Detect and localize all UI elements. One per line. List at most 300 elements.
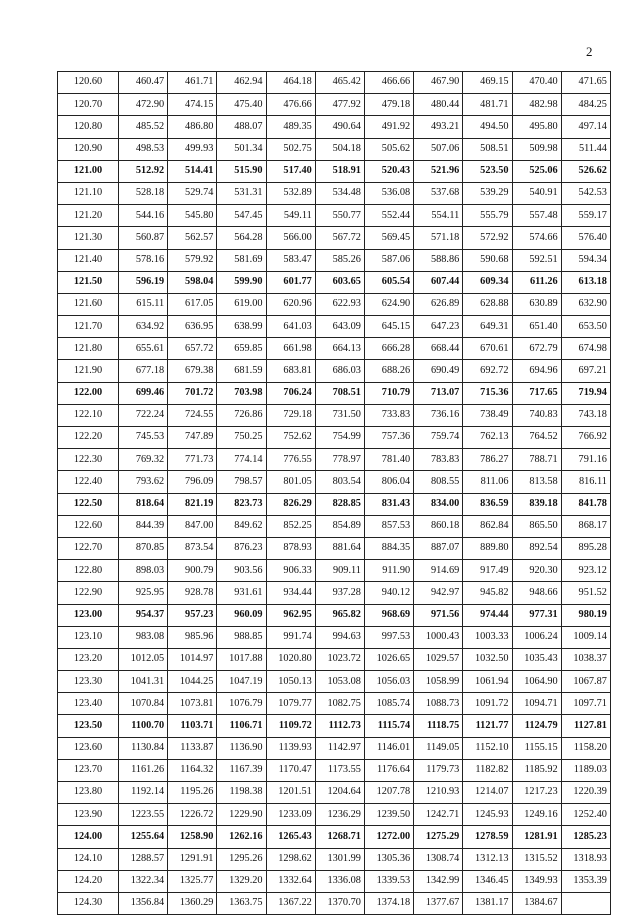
value-cell: 1017.88 [217, 648, 266, 670]
value-cell: 816.11 [561, 471, 610, 493]
row-key-cell: 121.60 [58, 293, 119, 315]
value-cell: 909.11 [315, 560, 364, 582]
value-cell: 1325.77 [168, 870, 217, 892]
value-cell: 948.66 [512, 582, 561, 604]
value-cell: 518.91 [315, 160, 364, 182]
table-row [58, 515, 611, 537]
value-cell: 841.78 [561, 493, 610, 515]
value-cell: 726.86 [217, 404, 266, 426]
value-cell: 1308.74 [414, 848, 463, 870]
value-cell: 1047.19 [217, 671, 266, 693]
value-cell: 898.03 [119, 560, 168, 582]
value-cell: 461.71 [168, 72, 217, 94]
value-cell: 1012.05 [119, 648, 168, 670]
value-cell: 783.83 [414, 449, 463, 471]
table-row [58, 249, 611, 271]
value-cell: 636.95 [168, 316, 217, 338]
value-cell: 661.98 [266, 338, 315, 360]
value-cell: 1149.05 [414, 737, 463, 759]
value-cell: 1124.79 [512, 715, 561, 737]
value-cell: 464.18 [266, 72, 315, 94]
value-cell: 1233.09 [266, 804, 315, 826]
row-key-cell: 122.70 [58, 537, 119, 559]
value-cell: 512.92 [119, 160, 168, 182]
value-cell: 1318.93 [561, 848, 610, 870]
row-key-cell: 121.80 [58, 338, 119, 360]
value-cell: 634.92 [119, 316, 168, 338]
table-row [58, 870, 611, 892]
row-key-cell: 124.30 [58, 892, 119, 914]
value-cell: 571.18 [414, 227, 463, 249]
row-key-cell: 123.50 [58, 715, 119, 737]
page-number: 2 [586, 44, 593, 59]
value-cell: 1312.13 [463, 848, 512, 870]
value-cell: 719.94 [561, 382, 610, 404]
value-cell: 462.94 [217, 72, 266, 94]
value-cell: 576.40 [561, 227, 610, 249]
value-cell: 934.44 [266, 582, 315, 604]
value-cell: 1167.39 [217, 759, 266, 781]
value-cell: 628.88 [463, 293, 512, 315]
value-cell: 708.51 [315, 382, 364, 404]
value-cell: 954.37 [119, 604, 168, 626]
value-cell: 1106.71 [217, 715, 266, 737]
value-cell: 590.68 [463, 249, 512, 271]
value-cell: 1339.53 [364, 870, 413, 892]
value-cell: 778.97 [315, 449, 364, 471]
value-cell: 1127.81 [561, 715, 610, 737]
value-cell: 834.00 [414, 493, 463, 515]
value-cell: 844.39 [119, 515, 168, 537]
value-cell: 1136.90 [217, 737, 266, 759]
value-cell: 1229.90 [217, 804, 266, 826]
value-cell: 801.05 [266, 471, 315, 493]
value-cell: 521.96 [414, 160, 463, 182]
value-cell: 831.43 [364, 493, 413, 515]
value-cell: 1130.84 [119, 737, 168, 759]
value-cell: 515.90 [217, 160, 266, 182]
value-cell: 906.33 [266, 560, 315, 582]
table-row [58, 427, 611, 449]
value-cell: 962.95 [266, 604, 315, 626]
value-cell: 630.89 [512, 293, 561, 315]
value-cell: 498.53 [119, 138, 168, 160]
value-cell: 920.30 [512, 560, 561, 582]
value-cell: 1139.93 [266, 737, 315, 759]
value-cell: 474.15 [168, 94, 217, 116]
value-cell: 1121.77 [463, 715, 512, 737]
value-cell: 766.92 [561, 427, 610, 449]
value-cell: 534.48 [315, 182, 364, 204]
value-cell: 588.86 [414, 249, 463, 271]
value-cell: 1076.79 [217, 693, 266, 715]
row-key-cell: 123.40 [58, 693, 119, 715]
value-cell: 466.66 [364, 72, 413, 94]
value-cell: 508.51 [463, 138, 512, 160]
table-row [58, 94, 611, 116]
value-cell: 486.80 [168, 116, 217, 138]
value-cell: 740.83 [512, 404, 561, 426]
value-cell: 562.57 [168, 227, 217, 249]
value-cell: 889.80 [463, 537, 512, 559]
table-row [58, 160, 611, 182]
value-cell: 977.31 [512, 604, 561, 626]
row-key-cell: 121.20 [58, 205, 119, 227]
value-cell: 611.26 [512, 271, 561, 293]
value-cell: 931.61 [217, 582, 266, 604]
value-cell: 706.24 [266, 382, 315, 404]
value-cell: 532.89 [266, 182, 315, 204]
value-cell: 1050.13 [266, 671, 315, 693]
row-key-cell: 120.90 [58, 138, 119, 160]
value-cell: 1305.36 [364, 848, 413, 870]
value-cell: 1329.20 [217, 870, 266, 892]
value-cell: 1158.20 [561, 737, 610, 759]
value-cell: 613.18 [561, 271, 610, 293]
value-cell: 1275.29 [414, 826, 463, 848]
value-cell: 747.89 [168, 427, 217, 449]
value-cell: 1176.64 [364, 759, 413, 781]
value-cell: 566.00 [266, 227, 315, 249]
value-cell: 781.40 [364, 449, 413, 471]
value-cell: 550.77 [315, 205, 364, 227]
value-cell: 560.87 [119, 227, 168, 249]
value-cell: 974.44 [463, 604, 512, 626]
value-cell: 729.18 [266, 404, 315, 426]
value-cell: 514.41 [168, 160, 217, 182]
table-row [58, 116, 611, 138]
value-cell: 1245.93 [463, 804, 512, 826]
value-cell: 1097.71 [561, 693, 610, 715]
table-row [58, 582, 611, 604]
value-cell: 479.18 [364, 94, 413, 116]
value-cell: 823.73 [217, 493, 266, 515]
row-key-cell: 123.30 [58, 671, 119, 693]
value-cell: 1322.34 [119, 870, 168, 892]
value-cell: 731.50 [315, 404, 364, 426]
value-cell: 985.96 [168, 626, 217, 648]
table-row [58, 537, 611, 559]
value-cell: 502.75 [266, 138, 315, 160]
value-cell: 1100.70 [119, 715, 168, 737]
value-cell: 659.85 [217, 338, 266, 360]
table-row [58, 382, 611, 404]
value-cell: 649.31 [463, 316, 512, 338]
value-cell: 545.80 [168, 205, 217, 227]
value-cell: 504.18 [315, 138, 364, 160]
value-cell: 1009.14 [561, 626, 610, 648]
value-cell: 557.48 [512, 205, 561, 227]
value-cell: 692.72 [463, 360, 512, 382]
value-cell: 1360.29 [168, 892, 217, 914]
row-key-cell: 121.40 [58, 249, 119, 271]
value-cell: 722.24 [119, 404, 168, 426]
value-cell: 828.85 [315, 493, 364, 515]
value-cell: 862.84 [463, 515, 512, 537]
value-cell: 1094.71 [512, 693, 561, 715]
value-cell: 603.65 [315, 271, 364, 293]
row-key-cell: 122.80 [58, 560, 119, 582]
value-cell: 870.85 [119, 537, 168, 559]
value-cell: 539.29 [463, 182, 512, 204]
value-cell: 798.57 [217, 471, 266, 493]
value-cell: 529.74 [168, 182, 217, 204]
value-cell: 1056.03 [364, 671, 413, 693]
value-cell: 547.45 [217, 205, 266, 227]
value-cell: 490.64 [315, 116, 364, 138]
value-cell: 764.52 [512, 427, 561, 449]
value-cell: 681.59 [217, 360, 266, 382]
value-cell: 1204.64 [315, 782, 364, 804]
value-cell: 868.17 [561, 515, 610, 537]
value-cell: 1356.84 [119, 892, 168, 914]
value-cell: 1281.91 [512, 826, 561, 848]
value-cell: 683.81 [266, 360, 315, 382]
value-cell: 653.50 [561, 316, 610, 338]
value-cell: 619.00 [217, 293, 266, 315]
row-key-cell: 123.60 [58, 737, 119, 759]
value-cell: 793.62 [119, 471, 168, 493]
value-cell: 1298.62 [266, 848, 315, 870]
value-cell: 1349.93 [512, 870, 561, 892]
value-cell: 1082.75 [315, 693, 364, 715]
value-cell: 688.26 [364, 360, 413, 382]
value-cell: 914.69 [414, 560, 463, 582]
value-cell: 957.23 [168, 604, 217, 626]
value-cell: 1152.10 [463, 737, 512, 759]
table-row [58, 604, 611, 626]
value-cell: 903.56 [217, 560, 266, 582]
value-cell: 786.27 [463, 449, 512, 471]
value-cell: 1161.26 [119, 759, 168, 781]
value-cell: 980.19 [561, 604, 610, 626]
value-cell: 499.93 [168, 138, 217, 160]
row-key-cell: 124.20 [58, 870, 119, 892]
value-cell: 852.25 [266, 515, 315, 537]
value-cell: 911.90 [364, 560, 413, 582]
value-cell: 1255.64 [119, 826, 168, 848]
value-cell: 1118.75 [414, 715, 463, 737]
value-cell: 806.04 [364, 471, 413, 493]
value-cell: 849.62 [217, 515, 266, 537]
value-cell: 965.82 [315, 604, 364, 626]
value-cell: 489.35 [266, 116, 315, 138]
table-row [58, 316, 611, 338]
row-key-cell: 121.00 [58, 160, 119, 182]
value-cell: 1226.72 [168, 804, 217, 826]
value-cell: 1058.99 [414, 671, 463, 693]
table-row [58, 826, 611, 848]
value-cell: 643.09 [315, 316, 364, 338]
value-cell: 759.74 [414, 427, 463, 449]
value-cell: 774.14 [217, 449, 266, 471]
row-key-cell: 122.10 [58, 404, 119, 426]
value-cell: 1252.40 [561, 804, 610, 826]
value-cell: 821.19 [168, 493, 217, 515]
value-cell: 520.43 [364, 160, 413, 182]
value-cell: 485.52 [119, 116, 168, 138]
value-cell: 1201.51 [266, 782, 315, 804]
value-cell: 724.55 [168, 404, 217, 426]
value-cell: 925.95 [119, 582, 168, 604]
value-cell: 713.07 [414, 382, 463, 404]
value-cell: 470.40 [512, 72, 561, 94]
value-cell: 1268.71 [315, 826, 364, 848]
value-cell: 1006.24 [512, 626, 561, 648]
value-cell: 1367.22 [266, 892, 315, 914]
table-row [58, 138, 611, 160]
table-row [58, 271, 611, 293]
value-cell: 481.71 [463, 94, 512, 116]
value-cell: 1085.74 [364, 693, 413, 715]
value-cell: 601.77 [266, 271, 315, 293]
value-cell: 1336.08 [315, 870, 364, 892]
table-row [58, 759, 611, 781]
value-cell: 552.44 [364, 205, 413, 227]
value-cell: 1073.81 [168, 693, 217, 715]
value-cell: 697.21 [561, 360, 610, 382]
value-cell: 703.98 [217, 382, 266, 404]
value-cell: 526.62 [561, 160, 610, 182]
value-cell: 475.40 [217, 94, 266, 116]
value-cell: 509.98 [512, 138, 561, 160]
row-key-cell: 120.80 [58, 116, 119, 138]
table-row [58, 338, 611, 360]
value-cell: 1035.43 [512, 648, 561, 670]
value-cell: 617.05 [168, 293, 217, 315]
value-cell: 1189.03 [561, 759, 610, 781]
table-body [58, 72, 611, 915]
value-cell: 583.47 [266, 249, 315, 271]
value-cell: 537.68 [414, 182, 463, 204]
value-cell: 757.36 [364, 427, 413, 449]
value-cell: 900.79 [168, 560, 217, 582]
value-cell: 743.18 [561, 404, 610, 426]
value-cell: 495.80 [512, 116, 561, 138]
value-cell: 1220.39 [561, 782, 610, 804]
value-cell: 686.03 [315, 360, 364, 382]
value-cell: 585.26 [315, 249, 364, 271]
value-cell: 1278.59 [463, 826, 512, 848]
value-cell: 994.63 [315, 626, 364, 648]
value-cell: 578.16 [119, 249, 168, 271]
value-cell: 1185.92 [512, 759, 561, 781]
value-cell: 997.53 [364, 626, 413, 648]
value-cell: 549.11 [266, 205, 315, 227]
value-cell: 465.42 [315, 72, 364, 94]
value-cell: 876.23 [217, 537, 266, 559]
row-key-cell: 124.10 [58, 848, 119, 870]
value-cell: 960.09 [217, 604, 266, 626]
value-cell: 544.16 [119, 205, 168, 227]
value-cell: 1112.73 [315, 715, 364, 737]
row-key-cell: 121.10 [58, 182, 119, 204]
value-cell: 1103.71 [168, 715, 217, 737]
row-key-cell: 123.80 [58, 782, 119, 804]
value-cell: 847.00 [168, 515, 217, 537]
table-row [58, 72, 611, 94]
value-cell: 497.14 [561, 116, 610, 138]
value-cell: 940.12 [364, 582, 413, 604]
value-cell: 808.55 [414, 471, 463, 493]
value-cell: 517.40 [266, 160, 315, 182]
value-cell: 581.69 [217, 249, 266, 271]
value-cell: 505.62 [364, 138, 413, 160]
value-cell: 1146.01 [364, 737, 413, 759]
value-cell: 1301.99 [315, 848, 364, 870]
value-cell: 1262.16 [217, 826, 266, 848]
value-cell: 587.06 [364, 249, 413, 271]
value-cell: 1091.72 [463, 693, 512, 715]
value-cell: 1170.47 [266, 759, 315, 781]
value-cell: 892.54 [512, 537, 561, 559]
value-cell: 569.45 [364, 227, 413, 249]
table-row [58, 804, 611, 826]
value-cell: 733.83 [364, 404, 413, 426]
value-cell: 1214.07 [463, 782, 512, 804]
value-cell: 796.09 [168, 471, 217, 493]
table-row [58, 715, 611, 737]
value-cell: 1223.55 [119, 804, 168, 826]
value-cell: 598.04 [168, 271, 217, 293]
value-cell: 1374.18 [364, 892, 413, 914]
value-cell: 615.11 [119, 293, 168, 315]
value-cell: 494.50 [463, 116, 512, 138]
value-cell: 1044.25 [168, 671, 217, 693]
value-cell: 701.72 [168, 382, 217, 404]
value-cell: 609.34 [463, 271, 512, 293]
value-cell: 1272.00 [364, 826, 413, 848]
value-cell: 647.23 [414, 316, 463, 338]
value-cell: 717.65 [512, 382, 561, 404]
value-cell: 1239.50 [364, 804, 413, 826]
value-cell: 638.99 [217, 316, 266, 338]
table-row [58, 471, 611, 493]
value-cell: 670.61 [463, 338, 512, 360]
value-cell: 1023.72 [315, 648, 364, 670]
value-cell: 710.79 [364, 382, 413, 404]
value-cell: 878.93 [266, 537, 315, 559]
row-key-cell: 121.30 [58, 227, 119, 249]
value-cell: 1000.43 [414, 626, 463, 648]
table-row [58, 205, 611, 227]
value-cell: 622.93 [315, 293, 364, 315]
row-key-cell: 122.00 [58, 382, 119, 404]
value-cell: 1363.75 [217, 892, 266, 914]
value-cell: 1207.78 [364, 782, 413, 804]
value-cell: 472.90 [119, 94, 168, 116]
value-cell: 1342.99 [414, 870, 463, 892]
value-cell: 632.90 [561, 293, 610, 315]
row-key-cell: 121.90 [58, 360, 119, 382]
table-row [58, 560, 611, 582]
value-cell: 826.29 [266, 493, 315, 515]
value-cell: 1210.93 [414, 782, 463, 804]
value-cell: 1014.97 [168, 648, 217, 670]
value-cell: 1195.26 [168, 782, 217, 804]
table-row [58, 493, 611, 515]
value-cell: 469.15 [463, 72, 512, 94]
value-cell: 1003.33 [463, 626, 512, 648]
value-cell: 655.61 [119, 338, 168, 360]
value-cell: 1353.39 [561, 870, 610, 892]
value-cell: 564.28 [217, 227, 266, 249]
value-cell: 1020.80 [266, 648, 315, 670]
table-row [58, 671, 611, 693]
value-cell: 769.32 [119, 449, 168, 471]
value-cell: 579.92 [168, 249, 217, 271]
value-cell: 666.28 [364, 338, 413, 360]
